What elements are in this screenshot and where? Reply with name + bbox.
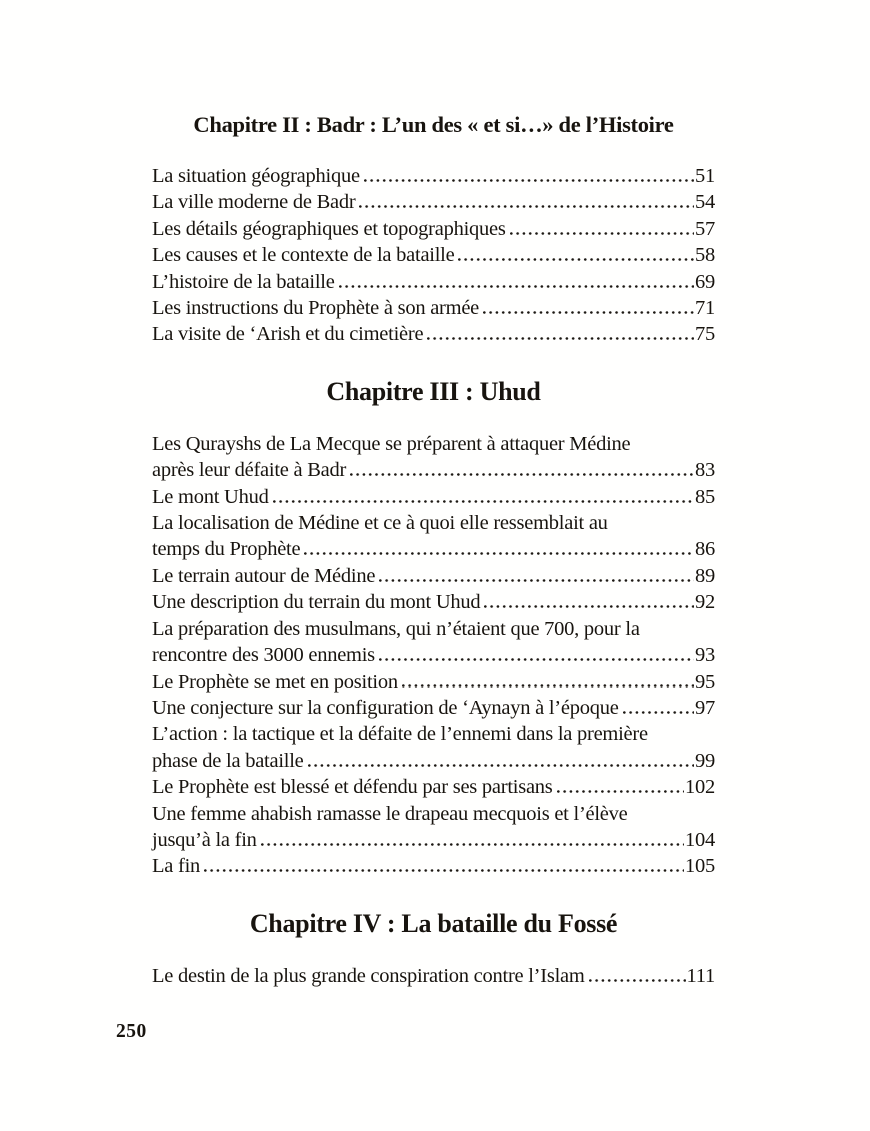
toc-entry-wrap-line: La préparation des musulmans, qui n’étaient que 700, pour la	[152, 617, 640, 640]
toc-entry-page-number: 95	[695, 670, 715, 693]
toc-entry-line	[152, 163, 715, 189]
toc-entry	[152, 484, 715, 510]
dot-leader	[304, 552, 694, 555]
toc-entry-page-number: 104	[685, 828, 715, 851]
toc-entry-page-number: 105	[685, 855, 715, 878]
toc-entries	[152, 431, 715, 880]
toc-entry	[152, 242, 715, 268]
toc-entry-line	[152, 642, 715, 668]
toc-entry-line	[152, 484, 715, 510]
dot-leader	[339, 285, 694, 288]
toc-entry-wrap-line: La localisation de Médine et ce à quoi elle ressemblait au	[152, 512, 608, 535]
toc-entry	[152, 774, 715, 800]
toc-entry	[152, 321, 715, 347]
toc-entry-line	[152, 321, 715, 347]
toc-entry-text: temps du Prophète	[152, 538, 301, 561]
toc-entry-line	[152, 563, 715, 589]
toc-entry-text: La visite de ‘Arish et du cimetière	[152, 323, 424, 346]
toc-entry-line	[152, 189, 715, 215]
toc-entry	[152, 431, 715, 484]
toc-entry	[152, 510, 715, 563]
dot-leader	[510, 232, 694, 235]
toc-entry-text: phase de la bataille	[152, 749, 304, 772]
toc-entry-line	[152, 853, 715, 879]
toc-entry-line	[152, 295, 715, 321]
dot-leader	[350, 473, 694, 476]
toc-entries	[152, 163, 715, 348]
toc-entry-wrap-line: Une femme ahabish ramasse le drapeau mecquois et l’élève	[152, 802, 628, 825]
toc-entry-text: Les instructions du Prophète à son armée	[152, 297, 480, 320]
toc-entry	[152, 563, 715, 589]
toc-entry-page-number: 71	[695, 297, 715, 320]
dot-leader	[623, 711, 694, 714]
toc-entry-line	[152, 774, 715, 800]
toc-entry-page-number: 86	[695, 538, 715, 561]
toc-entry-line	[152, 963, 715, 989]
dot-leader	[557, 790, 684, 793]
dot-leader	[458, 258, 694, 261]
toc-entry-page-number: 99	[695, 749, 715, 772]
toc-entry-text: Les causes et le contexte de la bataille	[152, 244, 455, 267]
dot-leader	[379, 579, 694, 582]
dot-leader	[379, 658, 694, 661]
page-number: 250	[116, 1021, 147, 1042]
toc-entry-page-number: 83	[695, 459, 715, 482]
toc-entry-page-number: 92	[695, 591, 715, 614]
toc-entry-line	[152, 748, 715, 774]
toc-entry-line	[152, 695, 715, 721]
toc-entry	[152, 269, 715, 295]
toc-entry	[152, 189, 715, 215]
chapter-heading: Chapitre III : Uhud	[326, 376, 541, 406]
toc-entry-wrap-line: Les Qurayshs de La Mecque se préparent à attaquer Médine	[152, 432, 631, 455]
toc-entry	[152, 589, 715, 615]
toc-entry-page-number: 54	[695, 191, 715, 214]
toc-entry	[152, 963, 715, 989]
toc-entry	[152, 721, 715, 774]
chapter-heading: Chapitre II : Badr : L’un des « et si…» de l’Histoire	[193, 112, 674, 137]
toc-entry-text: rencontre des 3000 ennemis	[152, 644, 375, 667]
toc-entry-text: Le Prophète est blessé et défendu par ses partisans	[152, 776, 553, 799]
toc-entry-text: Une description du terrain du mont Uhud	[152, 591, 481, 614]
toc-entry	[152, 163, 715, 189]
toc-entry-text: jusqu’à la fin	[152, 828, 257, 851]
toc-entry-page-number: 93	[695, 644, 715, 667]
toc-entry-text: La situation géographique	[152, 165, 360, 187]
toc-entry-page-number: 89	[695, 564, 715, 587]
toc-entry-line	[152, 242, 715, 268]
toc-entry-text: Le terrain autour de Médine	[152, 564, 376, 587]
toc-entry-text: La fin	[152, 855, 201, 878]
dot-leader	[484, 605, 694, 608]
toc-entry-text: Le destin de la plus grande conspiration contre l’Islam	[152, 964, 585, 987]
dot-leader	[273, 500, 694, 503]
dot-leader	[359, 205, 694, 208]
toc-entry	[152, 216, 715, 242]
toc-entry-page-number: 51	[695, 165, 715, 187]
toc-entry	[152, 853, 715, 879]
toc-entry-text: Le mont Uhud	[152, 485, 269, 508]
toc-entry-page-number: 85	[695, 485, 715, 508]
toc-entry-page-number: 58	[695, 244, 715, 267]
dot-leader	[483, 311, 694, 314]
toc-entries	[152, 963, 715, 989]
dot-leader	[589, 979, 686, 982]
toc-entry-page-number: 111	[686, 964, 715, 987]
toc-entry	[152, 801, 715, 854]
toc-entry-text: Le Prophète se met en position	[152, 670, 398, 693]
toc-entry-text: après leur défaite à Badr	[152, 459, 347, 482]
toc-content	[152, 110, 715, 989]
toc-entry-page-number: 69	[695, 270, 715, 293]
toc-entry	[152, 669, 715, 695]
toc-entry-line	[152, 827, 715, 853]
toc-entry	[152, 295, 715, 321]
dot-leader	[402, 684, 694, 687]
toc-entry-page-number: 75	[695, 323, 715, 346]
dot-leader	[261, 843, 684, 846]
toc-entry	[152, 695, 715, 721]
toc-entry-text: La ville moderne de Badr	[152, 191, 356, 214]
toc-entry-page-number: 97	[695, 696, 715, 719]
toc-entry-text: Une conjecture sur la configuration de ‘Aynayn à l’époque	[152, 696, 619, 719]
toc-entry-line	[152, 536, 715, 562]
chapter-heading: Chapitre IV : La bataille du Fossé	[249, 908, 618, 938]
toc-entry-page-number: 57	[695, 217, 715, 240]
toc-entry-text: L’histoire de la bataille	[152, 270, 335, 293]
toc-entry-page-number: 102	[685, 776, 715, 799]
dot-leader	[308, 764, 694, 767]
dot-leader	[204, 869, 684, 872]
dot-leader	[364, 179, 694, 182]
toc-entry-line	[152, 669, 715, 695]
toc-entry-text: Les détails géographiques et topographiques	[152, 217, 506, 240]
toc-entry-wrap-line: L’action : la tactique et la défaite de l’ennemi dans la première	[152, 723, 648, 746]
dot-leader	[427, 337, 694, 340]
toc-entry-line	[152, 216, 715, 242]
toc-entry	[152, 616, 715, 669]
toc-entry-line	[152, 269, 715, 295]
toc-entry-line	[152, 589, 715, 615]
toc-entry-line	[152, 457, 715, 483]
